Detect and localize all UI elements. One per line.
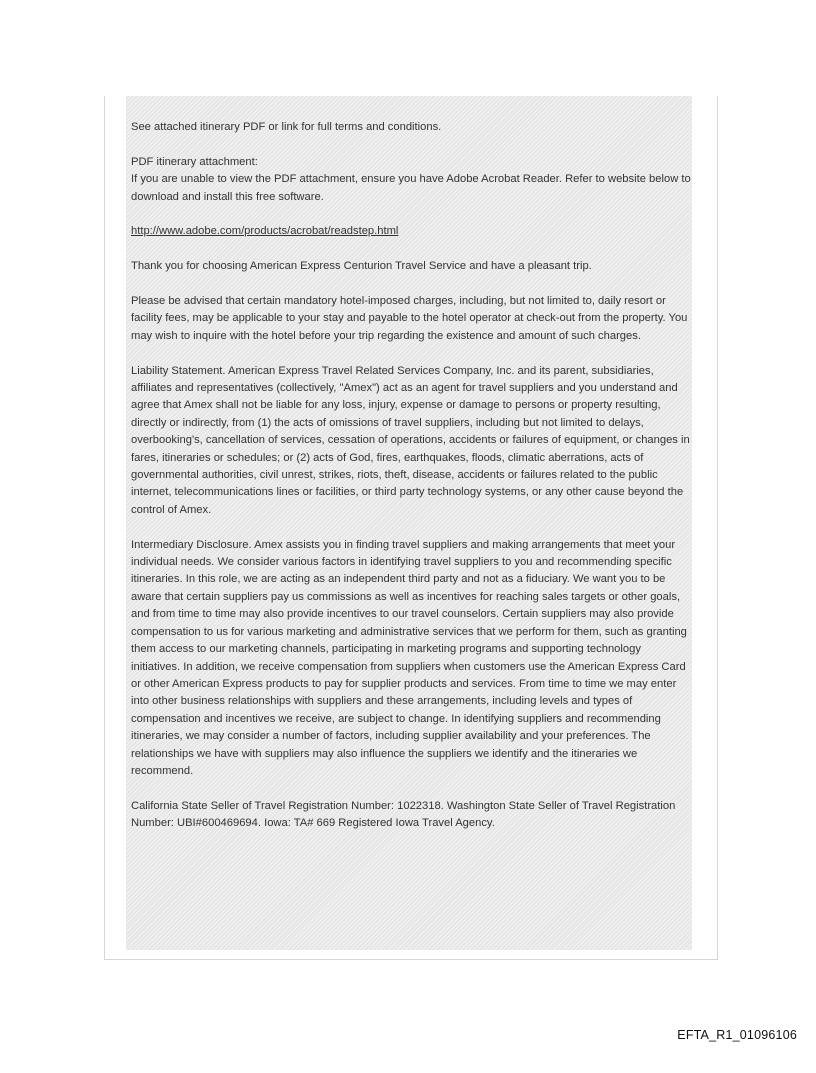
hotel-charges-paragraph: Please be advised that certain mandatory hotel-imposed charges, including, but not limited to, daily resort or facility fees, may be applicable to your stay and payable to the hotel operator at check-out from the property. You may wish to inquire with the hotel before your trip regarding the existence and amount of such charges. <box>131 295 688 342</box>
thank-you-line: Thank you for choosing American Express Centurion Travel Service and have a pleasant trip. <box>131 260 592 273</box>
document-body <box>131 119 693 833</box>
adobe-download-link[interactable]: http://www.adobe.com/products/acrobat/readstep.html <box>131 225 399 238</box>
liability-statement-paragraph: Liability Statement. American Express Travel Related Services Company, Inc. and its parent, subsidiaries, affiliates and representatives (collectively, "Amex") act as an agent for travel suppliers and you understand and agree that Amex shall not be liable for any loss, injury, expense or damage to persons or property resulting, directly or indirectly, from (1) the acts of omissions of travel suppliers, including but not limited to delays, overbooking's, cancellation of services, cessation of operations, accidents or failures of equipment, or changes in fares, itineraries or schedules; or (2) acts of God, fires, earthquakes, floods, climatic aberrations, acts of governmental authorities, civil unrest, strikes, riots, theft, disease, accidents or failures related to the public internet, telecommunications lines or facilities, or third party technology systems, or any other cause beyond the control of Amex. <box>131 364 690 516</box>
adobe-link-paragraph <box>131 223 693 240</box>
pdf-heading: PDF itinerary attachment: <box>131 155 258 168</box>
registration-paragraph: California State Seller of Travel Registration Number: 1022318. Washington State Seller of Travel Registration Number: UBI#600469694. Iowa: TA# 669 Registered Iowa Travel Agency. <box>131 799 676 830</box>
intermediary-disclosure-paragraph: Intermediary Disclosure. Amex assists you in finding travel suppliers and making arrangements that meet your individual needs. We consider various factors in identifying travel suppliers to you and recommending specific itineraries. In this role, we are acting as an independent third party and not as a fiduciary. We want you to be aware that certain suppliers pay us commissions as well as incentives for reaching sales targets or other goals, and from time to time may also provide incentives to our travel counselors. Certain suppliers may also provide compensation to us for various marketing and administrative services that we perform for them, such as granting them access to our marketing channels, participating in marketing programs and supporting technology initiatives. In addition, we receive compensation from suppliers when customers use the American Express Card or other American Express products to pay for supplier products and services. From time to time we may enter into other business relationships with suppliers and these arrangements, including levels and types of compensation and incentives we receive, are subject to change. In identifying suppliers and recommending itineraries, we may consider a number of factors, including supplier availability and your preferences. The relationships we have with suppliers may also influence the suppliers we identify and the itineraries we recommend. <box>131 538 687 777</box>
document-id-label: EFTA_R1_01096106 <box>677 1028 797 1042</box>
pdf-instructions: If you are unable to view the PDF attachment, ensure you have Adobe Acrobat Reader. Refer to website below to download and install this free software. <box>131 173 691 203</box>
terms-line: See attached itinerary PDF or link for full terms and conditions. <box>131 121 442 133</box>
pdf-section <box>131 154 693 206</box>
